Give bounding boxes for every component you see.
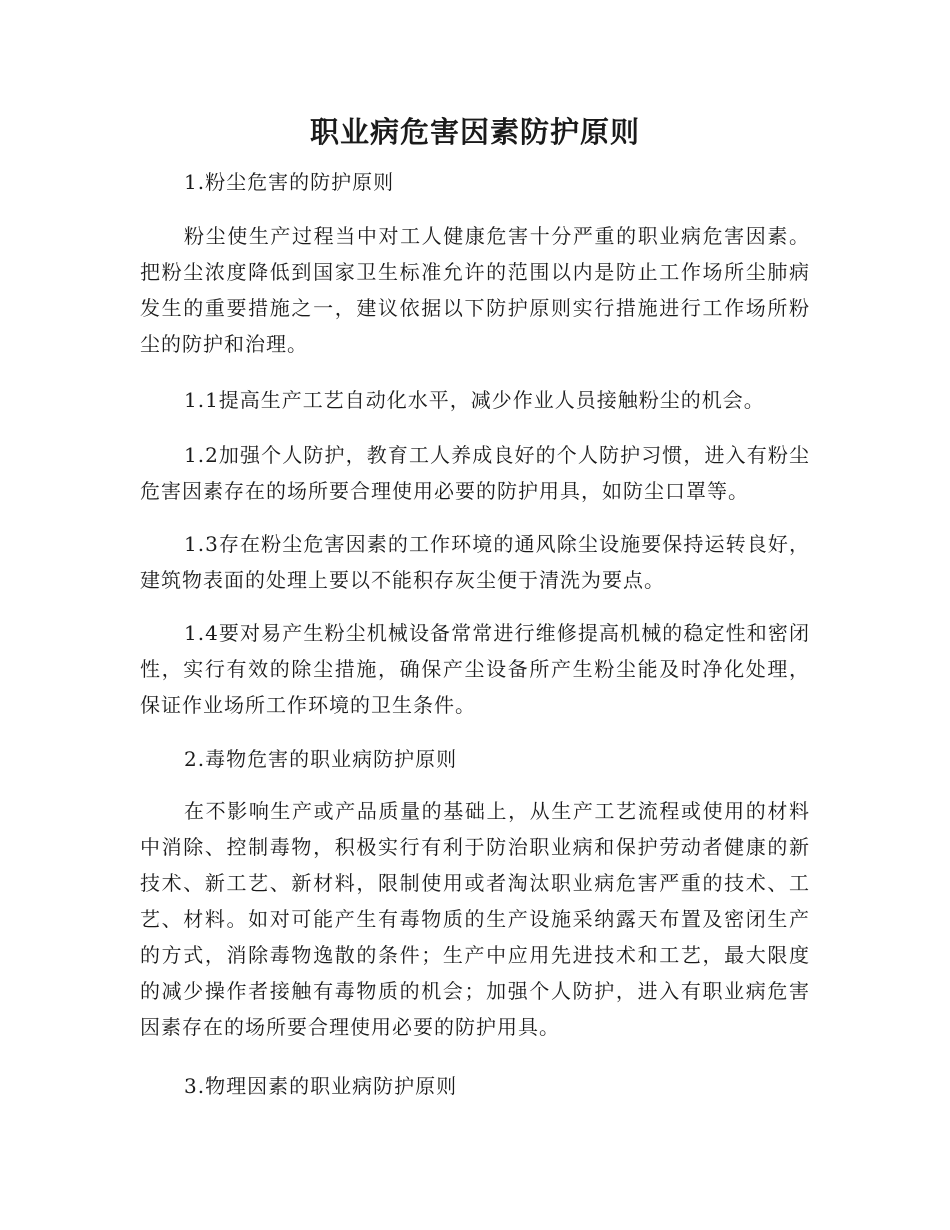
paragraph-dust-1-2: 1.2加强个人防护，教育工人养成良好的个人防护习惯，进入有粉尘危害因素存在的场所要合理使用必要的防护用具，如防尘口罩等。 [140,443,810,503]
section-heading-toxic: 2.毒物危害的职业病防护原则 [184,747,458,771]
paragraph-dust-1-3: 1.3存在粉尘危害因素的工作环境的通风除尘设施要保持运转良好，建筑物表面的处理上要以不能积存灰尘便于清洗为要点。 [140,532,810,592]
paragraph-dust-1-1: 1.1提高生产工艺自动化水平，减少作业人员接触粉尘的机会。 [184,388,765,412]
paragraph-dust-intro: 粉尘使生产过程当中对工人健康危害十分严重的职业病危害因素。把粉尘浓度降低到国家卫生标准允许的范围以内是防止工作场所尘肺病发生的重要措施之一，建议依据以下防护原则实行措施进行工作场所粉尘的防护和治理。 [140,224,810,356]
document-title: 职业病危害因素防护原则 [309,115,640,149]
paragraph-dust-1-4: 1.4要对易产生粉尘机械设备常常进行维修提高机械的稳定性和密闭性，实行有效的除尘措施，确保产尘设备所产生粉尘能及时净化处理，保证作业场所工作环境的卫生条件。 [140,621,810,717]
section-heading-dust: 1.粉尘危害的防护原则 [184,170,395,194]
section-heading-physical: 3.物理因素的职业病防护原则 [184,1074,458,1098]
paragraph-toxic: 在不影响生产或产品质量的基础上，从生产工艺流程或使用的材料中消除、控制毒物，积极实行有利于防治职业病和保护劳动者健康的新技术、新工艺、新材料，限制使用或者淘汰职业病危害严重的技术、工艺、材料。如对可能产生有毒物质的生产设施采纳露天布置及密闭生产的方式，消除毒物逸散的条件；生产中应用先进技术和工艺，最大限度的减少操作者接触有毒物质的机会；加强个人防护，进入有职业病危害因素存在的场所要合理使用必要的防护用具。 [140,799,810,1039]
